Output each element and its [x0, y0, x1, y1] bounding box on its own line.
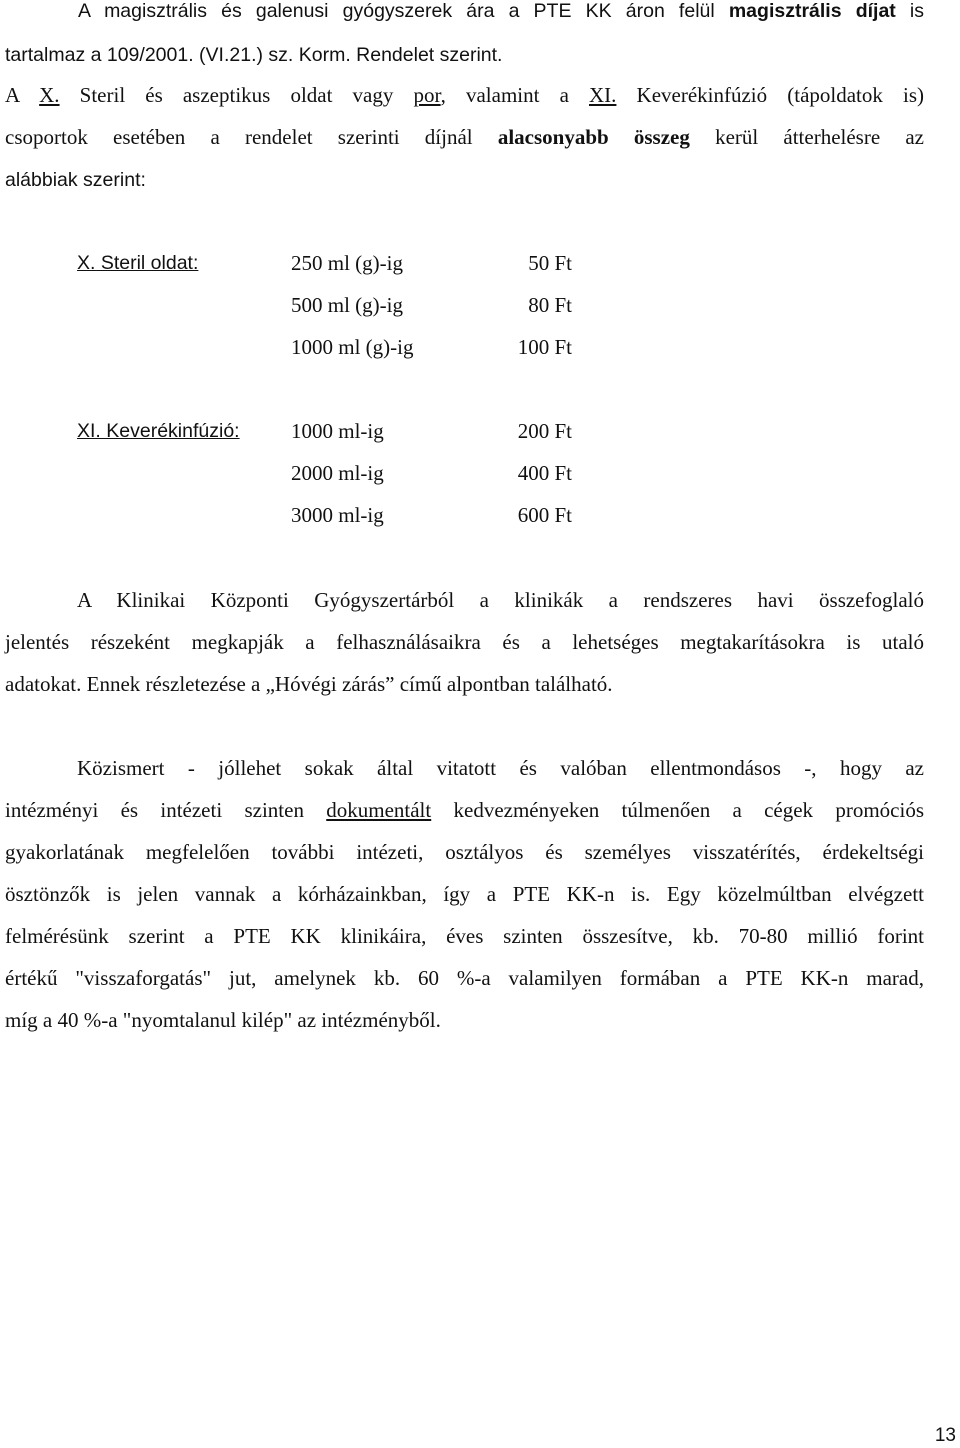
intro-line-1: [78, 0, 924, 24]
para3-line-3: gyakorlatának megfelelően további intézeti, osztályos és személyes visszatérítés, érdekeltségi: [5, 840, 924, 864]
intro-text: , valamint a: [440, 83, 589, 107]
fee-volume: 1000 ml-ig: [291, 419, 384, 443]
fee-price: 80 Ft: [528, 293, 572, 317]
intro-text: csoportok esetében a rendelet szerinti díjnál: [5, 125, 498, 149]
para2-line-2: jelentés részeként megkapják a felhasználásaikra és a lehetséges megtakarításokra is utaló: [5, 630, 924, 654]
para3-underlined-term: dokumentált: [326, 798, 432, 822]
fee-price: 600 Ft: [517, 503, 572, 527]
para2-line-3: adatokat. Ennek részletezése a „Hóvégi zárás” című alpontban található.: [5, 672, 613, 696]
fee-group-label: XI. Keverékinfúzió:: [77, 420, 240, 442]
intro-text: A: [5, 83, 40, 107]
fee-volume: 3000 ml-ig: [291, 503, 384, 527]
intro-line-5: alábbiak szerint:: [5, 169, 146, 191]
intro-text: Steril és aszeptikus oldat vagy: [59, 83, 414, 107]
intro-bold-term: magisztrális díjat: [728, 0, 896, 22]
fee-volume: 500 ml (g)-ig: [291, 293, 403, 317]
fee-group-label: X. Steril oldat:: [77, 252, 199, 274]
para2-line-1: A Klinikai Központi Gyógyszertárból a klinikák a rendszeres havi összefoglaló: [77, 588, 924, 612]
fee-price: 100 Ft: [517, 335, 572, 359]
intro-bold-term: alacsonyabb összeg: [497, 125, 690, 149]
fee-volume: 250 ml (g)-ig: [291, 251, 403, 275]
intro-underlined-term: por: [413, 83, 441, 107]
para3-line-2: [5, 797, 924, 823]
intro-underlined-term: X.: [39, 83, 60, 107]
intro-line-4: [5, 124, 924, 150]
intro-text: kerül átterhelésre az: [689, 125, 924, 149]
para3-line-7: míg a 40 %-a "nyomtalanul kilép" az intézményből.: [5, 1008, 441, 1032]
fee-volume: 2000 ml-ig: [291, 461, 384, 485]
para3-line-4: ösztönzők is jelen vannak a kórházainkban, így a PTE KK-n is. Egy közelmúltban elvégzett: [5, 882, 924, 906]
page-number: 13: [934, 1425, 956, 1446]
intro-line-2: tartalmaz a 109/2001. (VI.21.) sz. Korm. Rendelet szerint.: [5, 44, 503, 66]
intro-text: Keverékinfúzió (tápoldatok is): [616, 83, 924, 107]
intro-underlined-term: XI.: [589, 83, 617, 107]
fee-price: 400 Ft: [517, 461, 572, 485]
fee-volume: 1000 ml (g)-ig: [291, 335, 414, 359]
intro-text: is: [895, 0, 924, 22]
para3-line-5: felmérésünk szerint a PTE KK klinikáira, éves szinten összesítve, kb. 70-80 millió forint: [5, 924, 924, 948]
intro-text: A magisztrális és galenusi gyógyszerek ára a PTE KK áron felül: [78, 0, 729, 22]
para3-line-1: Közismert - jóllehet sokak által vitatott és valóban ellentmondásos -, hogy az: [77, 756, 924, 780]
fee-price: 200 Ft: [517, 419, 572, 443]
para3-line-6: értékű "visszaforgatás" jut, amelynek kb. 60 %-a valamilyen formában a PTE KK-n marad,: [5, 966, 924, 990]
fee-price: 50 Ft: [528, 251, 572, 275]
intro-line-3: [5, 82, 924, 108]
para3-text: kedvezményeken túlmenően a cégek promóciós: [431, 798, 925, 822]
para3-text: intézményi és intézeti szinten: [5, 798, 327, 822]
